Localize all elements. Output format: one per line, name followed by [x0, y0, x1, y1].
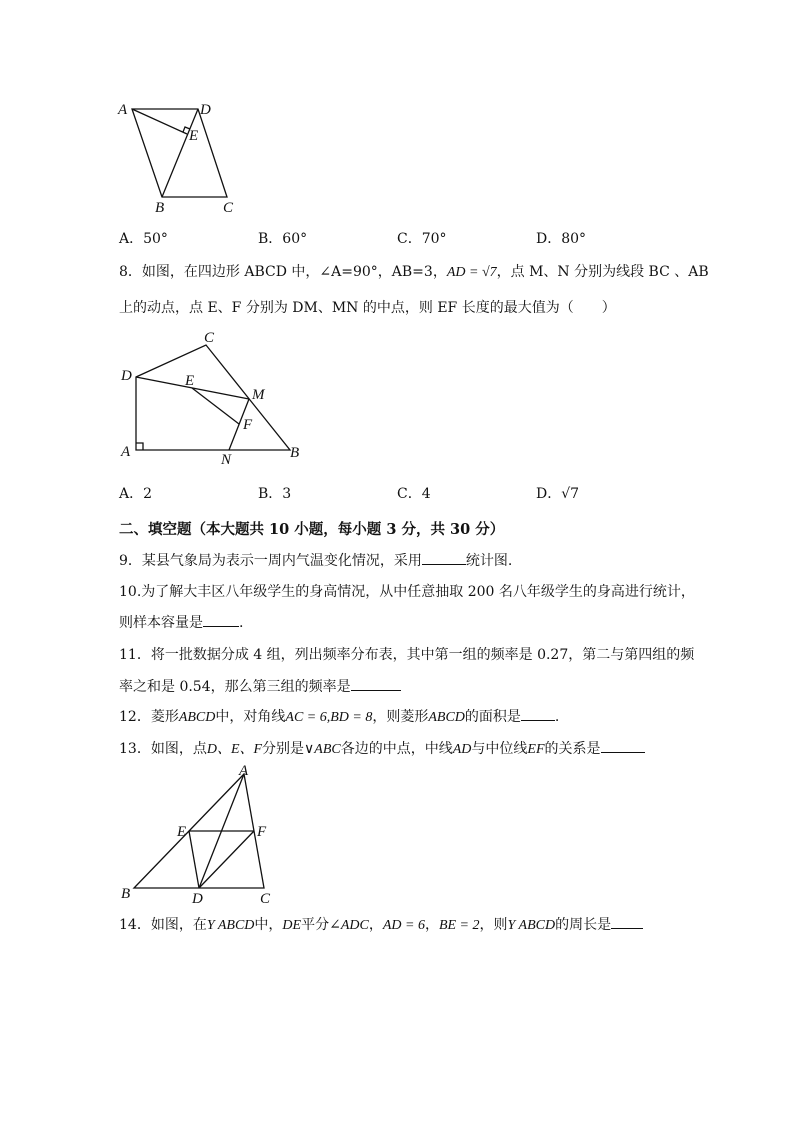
q13-math-ad: AD: [452, 742, 472, 757]
q7-diagonal-bd: [162, 109, 198, 197]
q8-option-a[interactable]: A．2: [119, 486, 153, 502]
q8-label-a: A: [121, 444, 131, 460]
q8-right-angle-mark: [136, 443, 143, 450]
q13-segment-fd: [199, 831, 254, 888]
q12-math-abcd-1: ABCD: [178, 710, 216, 725]
q8-label-n: N: [221, 452, 232, 466]
q12-text-c: ，则菱形: [372, 709, 429, 725]
q13-label-b: B: [121, 886, 131, 902]
q8-question-line1: [119, 262, 709, 283]
q13-answer-blank[interactable]: [601, 738, 645, 753]
q7-segment-ae: [132, 109, 187, 134]
q13-math-points: D、E、F: [206, 742, 263, 757]
q13-label-c: C: [260, 891, 271, 907]
q11-question-line1: 11．将一批数据分成 4 组，列出频率分布表，其中第一组的频率是 0.27，第二与第四组的频: [119, 647, 695, 663]
q14-text-e: ，: [424, 917, 439, 933]
q14-text-a: 14．如图，在: [119, 917, 207, 933]
section-fill-in-heading: 二、填空题（本大题共 10 小题，每小题 3 分，共 30 分）: [119, 521, 505, 538]
q10-question-line1: 10.为了解大丰区八年级学生的身高情况，从中任意抽取 200 名八年级学生的身高进行统计，: [119, 584, 695, 600]
q9-question: [119, 550, 512, 571]
q8-figure: [112, 326, 312, 466]
q12-question: [119, 706, 559, 728]
q14-text-c: 平分: [301, 917, 330, 933]
q7-option-a[interactable]: A．50°: [119, 231, 168, 247]
q8-option-b[interactable]: B．3: [258, 486, 292, 502]
q7-option-c[interactable]: C．70°: [397, 231, 447, 247]
q13-math-triangle: ∨ABC: [304, 742, 341, 757]
q7-option-d[interactable]: D．80°: [536, 231, 587, 247]
q12-text-d: 的面积是: [464, 709, 521, 725]
q8-question-line2: 上的动点，点 E、F 分别为 DM、MN 的中点，则 EF 长度的最大值为（ ）: [119, 300, 616, 316]
q8-label-d: D: [121, 368, 132, 384]
q14-math-parallelogram-1: Y ABCD: [206, 918, 255, 933]
q8-option-d[interactable]: D．√7: [536, 486, 580, 502]
q13-text-d: 与中位线: [471, 741, 528, 757]
q11-answer-blank[interactable]: [351, 676, 401, 691]
q12-text-e: .: [554, 709, 560, 725]
q8-math-ad: AD = √7: [446, 265, 497, 280]
q8-quadrilateral: [136, 345, 290, 450]
q13-text-e: 的关系是: [544, 741, 601, 757]
q11-question-line2: [119, 676, 401, 697]
q12-text-b: 中，对角线: [215, 709, 286, 725]
q14-text-f: ，则: [479, 917, 508, 933]
q8-text-a: 8．如图，在四边形 ABCD 中，∠A=90°，AB=3，: [119, 264, 447, 280]
q7-figure: [110, 95, 250, 220]
q10-text-b: .: [239, 615, 244, 631]
q14-math-parallelogram-2: Y ABCD: [507, 918, 556, 933]
q8-label-b: B: [290, 445, 300, 461]
q14-text-d: ，: [368, 917, 383, 933]
q9-text-a: 9．某县气象局为表示一周内气温变化情况，采用: [119, 553, 422, 569]
q14-math-de: DE: [282, 918, 302, 933]
q8-label-c: C: [204, 330, 215, 346]
q13-math-ef: EF: [527, 742, 545, 757]
q9-answer-blank[interactable]: [422, 550, 466, 565]
q14-math-be: BE = 2: [438, 918, 480, 933]
q13-label-f: F: [257, 824, 267, 840]
q13-text-b: 分别是: [262, 741, 305, 757]
q8-option-c[interactable]: C．4: [397, 486, 431, 502]
q10-question-line2: [119, 612, 243, 633]
q7-label-d: D: [200, 102, 211, 118]
q13-label-e: E: [177, 824, 187, 840]
q14-math-angle-adc: ∠ADC: [329, 918, 369, 933]
q14-math-ad: AD = 6: [382, 918, 425, 933]
q7-option-b[interactable]: B．60°: [258, 231, 308, 247]
q8-label-e: E: [185, 373, 195, 389]
q13-label-a: A: [239, 763, 249, 779]
q12-math-diagonals: AC = 6,BD = 8: [285, 710, 373, 725]
q14-answer-blank[interactable]: [611, 914, 643, 929]
q13-text-a: 13．如图，点: [119, 741, 207, 757]
q7-label-a: A: [118, 102, 128, 118]
q12-math-abcd-2: ABCD: [428, 710, 465, 725]
q8-text-b: ，点 M、N 分别为线段 BC 、AB: [496, 264, 709, 280]
q11-text: 率之和是 0.54，那么第三组的频率是: [119, 679, 351, 695]
q8-label-f: F: [243, 417, 253, 433]
q7-label-e: E: [189, 128, 199, 144]
q8-label-m: M: [252, 387, 265, 403]
q8-segment-ef: [192, 388, 239, 424]
q14-text-b: 中，: [254, 917, 283, 933]
q10-text-a: 则样本容量是: [119, 615, 203, 631]
q14-question: [119, 914, 643, 936]
q13-text-c: 各边的中点，中线: [340, 741, 453, 757]
q13-figure: [112, 760, 282, 910]
q14-text-g: 的周长是: [555, 917, 612, 933]
q7-label-c: C: [223, 200, 234, 216]
q13-label-d: D: [192, 891, 203, 907]
q13-segment-ed: [189, 831, 199, 888]
q10-answer-blank[interactable]: [203, 612, 239, 627]
q13-question: [119, 738, 645, 760]
q9-text-b: 统计图.: [465, 553, 513, 569]
q7-label-b: B: [155, 200, 165, 216]
q12-answer-blank[interactable]: [521, 706, 555, 721]
q12-text-a: 12．菱形: [119, 709, 179, 725]
